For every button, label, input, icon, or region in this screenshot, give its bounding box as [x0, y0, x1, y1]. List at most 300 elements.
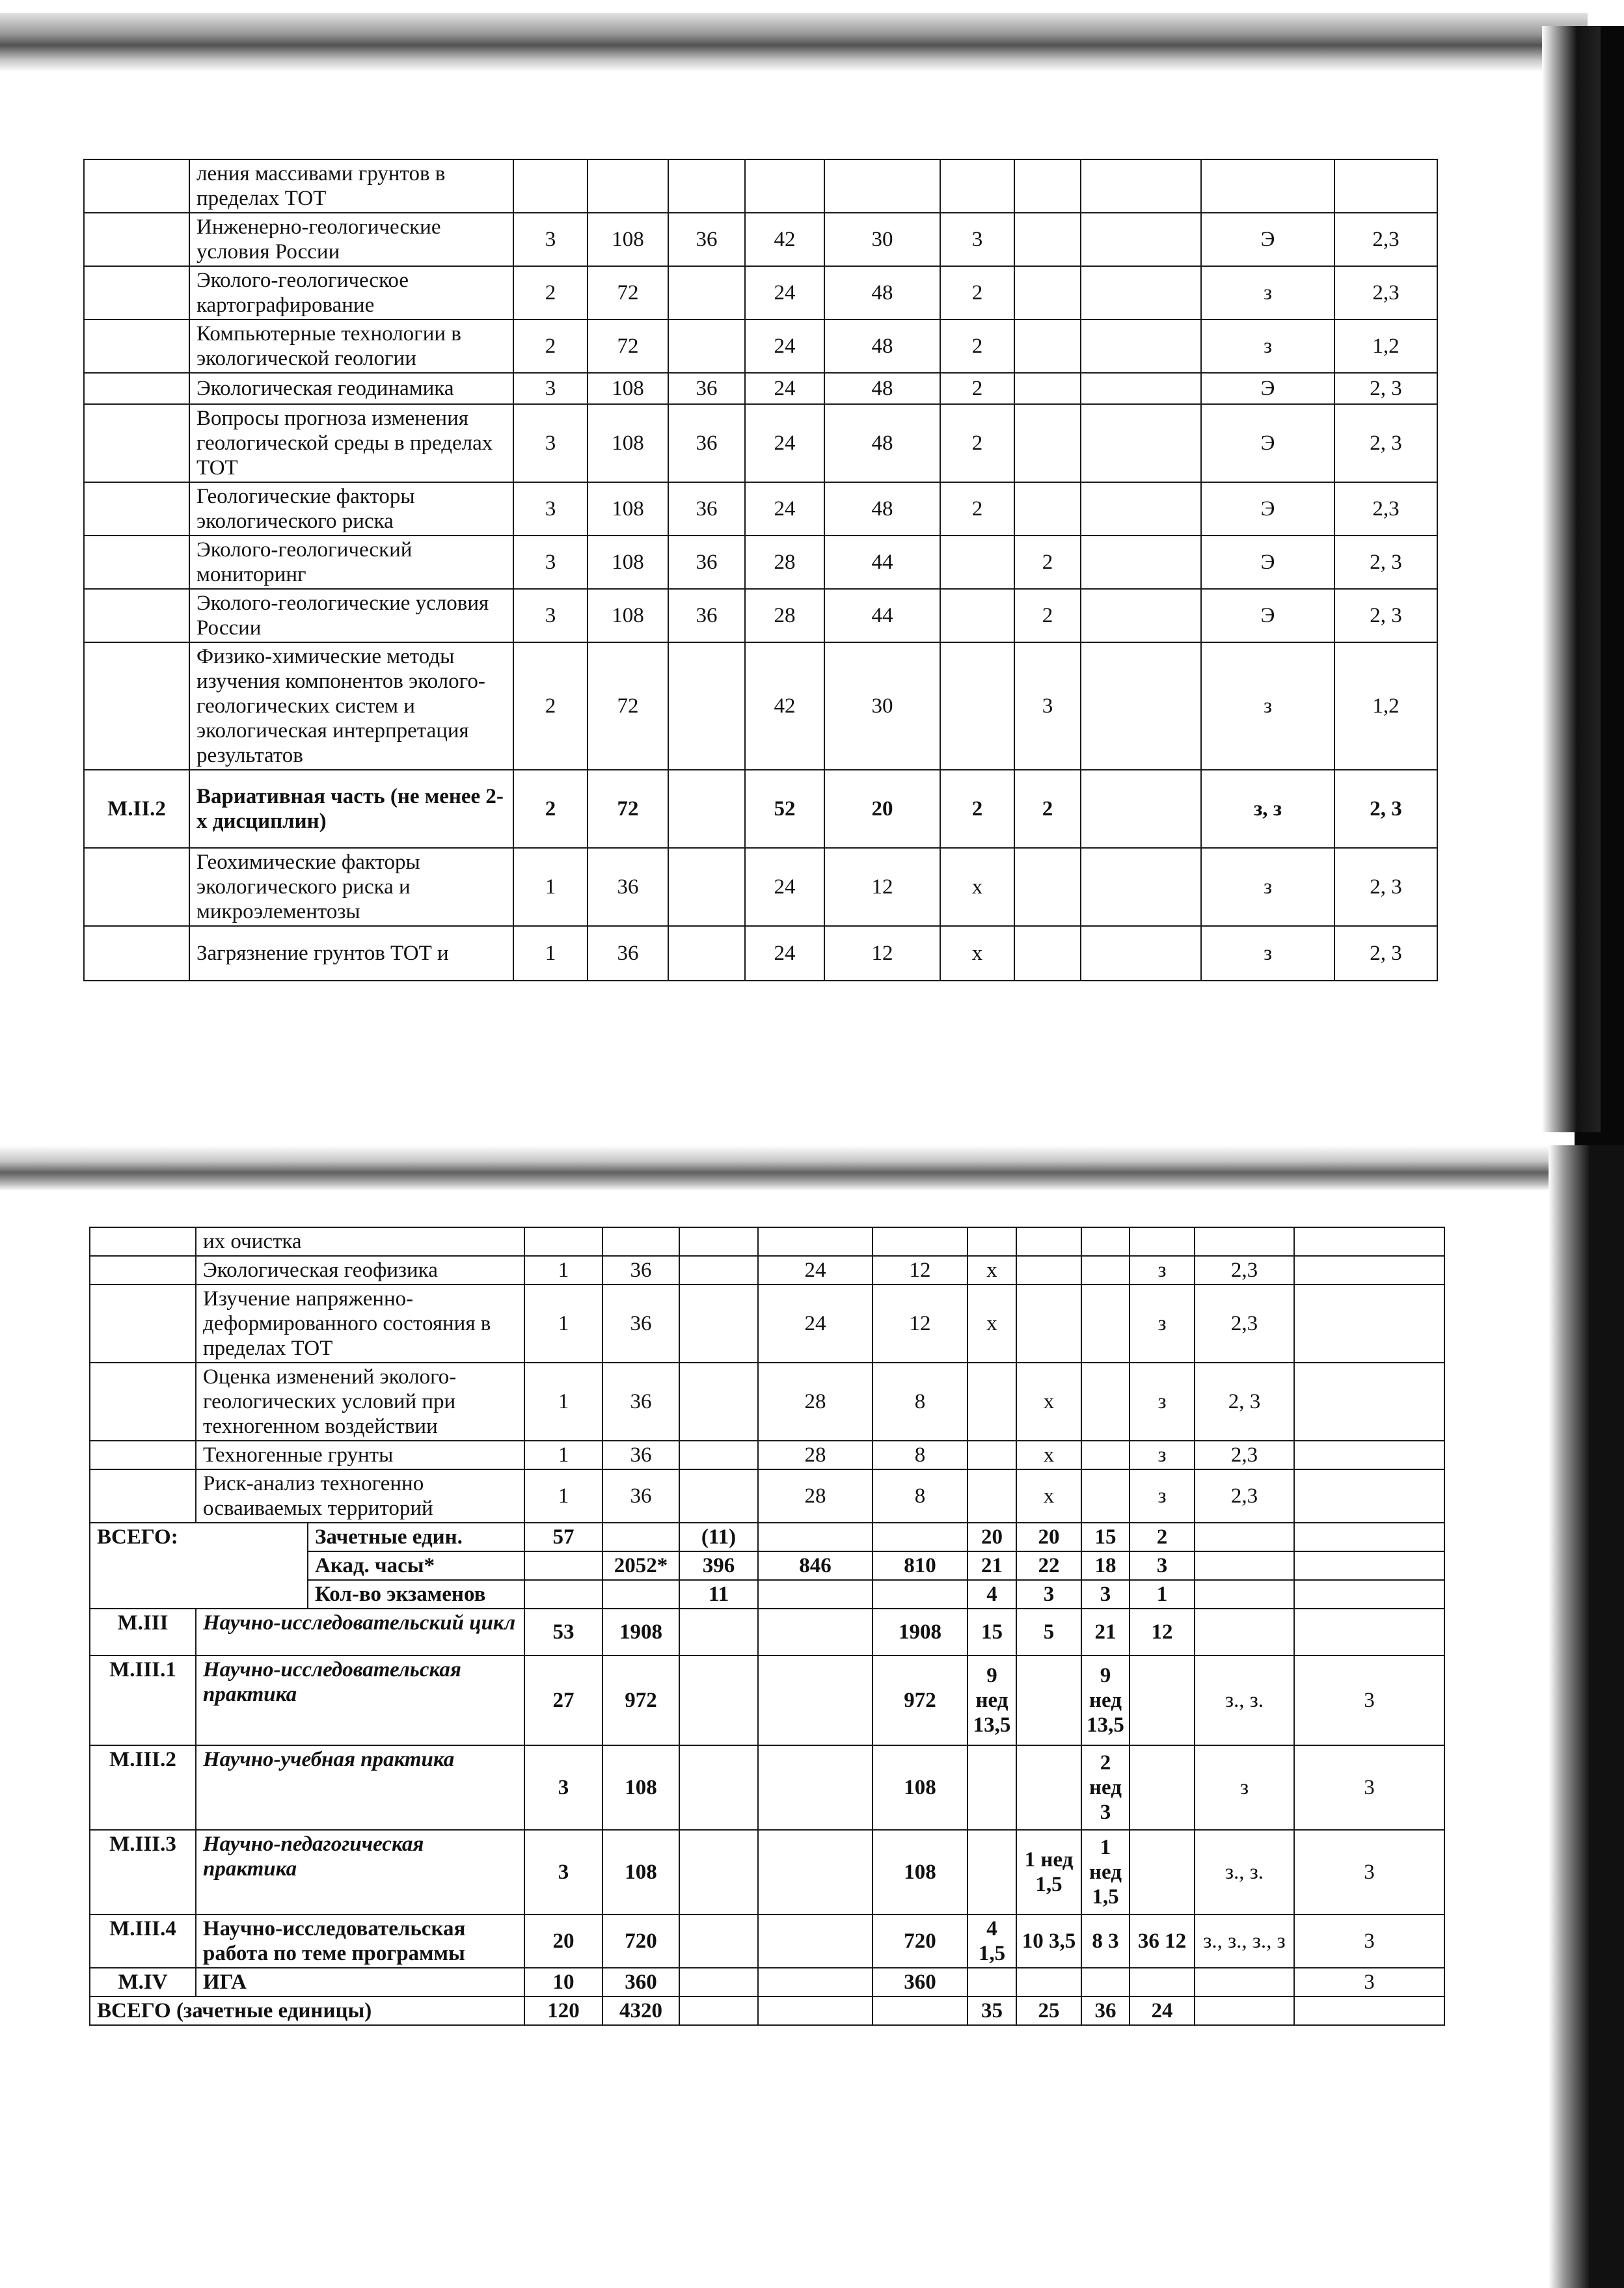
table-cell [968, 1830, 1016, 1914]
table-cell: 21 [968, 1551, 1016, 1580]
table-cell [602, 1523, 679, 1551]
table-cell: 28 [758, 1441, 873, 1469]
table-cell: 3 [1130, 1551, 1195, 1580]
table-cell: з [1130, 1285, 1195, 1363]
table-cell [1081, 404, 1201, 482]
table-cell [824, 159, 940, 213]
table-cell: 108 [588, 482, 668, 536]
table-cell: з., з. [1195, 1830, 1294, 1914]
table-cell [1014, 266, 1081, 320]
table-cell: 30 [824, 213, 940, 266]
table-row [84, 320, 1437, 373]
table-cell: 2 [940, 373, 1014, 404]
table-cell [873, 1523, 968, 1551]
table-cell [1016, 1655, 1081, 1745]
table-cell: 2 [940, 770, 1014, 848]
table-cell: з [1201, 642, 1334, 770]
table-cell: (11) [679, 1523, 758, 1551]
table-cell: 2, 3 [1334, 848, 1437, 926]
table-cell: 44 [824, 589, 940, 642]
table-cell [758, 1655, 873, 1745]
table-cell: 972 [873, 1655, 968, 1745]
table-cell: 5 [1016, 1609, 1081, 1655]
table-cell: 48 [824, 266, 940, 320]
section-name: Научно-учебная практика [196, 1745, 524, 1830]
table-cell: 2 [513, 266, 588, 320]
table-cell [668, 848, 745, 926]
section-row [90, 1968, 1444, 1996]
table-cell [1195, 1996, 1294, 2025]
table-cell: 36 [588, 926, 668, 981]
row-code [84, 848, 189, 926]
table-cell: 18 [1081, 1551, 1130, 1580]
table-cell: 36 [588, 848, 668, 926]
table-cell [968, 1968, 1016, 1996]
table-cell [1014, 926, 1081, 981]
discipline-name: Оценка изменений эколого-геологических условий при техногенном воздействии [196, 1363, 524, 1441]
table-cell: 48 [824, 482, 940, 536]
table-cell: 36 [602, 1441, 679, 1469]
table-row [84, 482, 1437, 536]
table-cell: 1 [524, 1469, 602, 1523]
table-cell [679, 1256, 758, 1285]
table-cell: 3 [524, 1745, 602, 1830]
table-cell: 24 [745, 926, 824, 981]
table-cell: з [1130, 1469, 1195, 1523]
section-row [90, 1609, 1444, 1655]
table-cell [1081, 1441, 1130, 1469]
table-cell: 24 [758, 1256, 873, 1285]
table-row [84, 770, 1437, 848]
table-cell: х [968, 1285, 1016, 1363]
table-cell: 1,2 [1334, 642, 1437, 770]
table-cell: 48 [824, 320, 940, 373]
table-cell [1294, 1469, 1444, 1523]
table-cell [1081, 770, 1201, 848]
table-cell [1014, 482, 1081, 536]
table-cell: 2052* [602, 1551, 679, 1580]
table-cell: 2, 3 [1334, 404, 1437, 482]
table-cell: з [1130, 1363, 1195, 1441]
table-cell: 2 [1014, 770, 1081, 848]
table-cell: 42 [745, 642, 824, 770]
table-cell: 1 [524, 1256, 602, 1285]
section-row [90, 1745, 1444, 1830]
table-cell [968, 1227, 1016, 1256]
table-cell [668, 926, 745, 981]
table-cell: 2, 3 [1334, 589, 1437, 642]
table-cell [668, 320, 745, 373]
table-cell: 108 [602, 1830, 679, 1914]
table-cell: 2, 3 [1334, 373, 1437, 404]
table-cell [668, 770, 745, 848]
table-cell: 3 [513, 536, 588, 589]
table-cell [679, 1968, 758, 1996]
table-cell [679, 1996, 758, 2025]
table-cell: 15 [968, 1609, 1016, 1655]
table-cell [758, 1609, 873, 1655]
table-cell: 36 [668, 404, 745, 482]
table-cell: 36 [602, 1285, 679, 1363]
table-cell: 108 [588, 373, 668, 404]
row-code [90, 1363, 196, 1441]
discipline-name: Компьютерные технологии в экологической геологии [189, 320, 513, 373]
table-row [84, 642, 1437, 770]
row-code [84, 482, 189, 536]
discipline-name: их очистка [196, 1227, 524, 1256]
table-cell [1294, 1256, 1444, 1285]
table-row [84, 373, 1437, 404]
table-row [90, 1363, 1444, 1441]
row-code [84, 266, 189, 320]
table-cell: 3 [1294, 1968, 1444, 1996]
table-cell: з [1201, 848, 1334, 926]
table-cell: 36 [668, 536, 745, 589]
table-row [84, 404, 1437, 482]
table-cell: 2, 3 [1195, 1363, 1294, 1441]
table-cell [1195, 1523, 1294, 1551]
table-cell [1195, 1580, 1294, 1609]
table-cell: 25 [1016, 1996, 1081, 2025]
table-cell [668, 642, 745, 770]
table-cell: 1 [524, 1285, 602, 1363]
table-cell: 108 [588, 213, 668, 266]
table-cell [679, 1914, 758, 1968]
table-cell: 36 [602, 1256, 679, 1285]
discipline-name: ления массивами грунтов в пределах ТОТ [189, 159, 513, 213]
table-cell: 20 [824, 770, 940, 848]
table-cell: 2 [940, 320, 1014, 373]
table-cell: з., з., з., з [1195, 1914, 1294, 1968]
table-cell [1081, 373, 1201, 404]
table-cell [758, 1914, 873, 1968]
table-cell: 972 [602, 1655, 679, 1745]
table-cell [679, 1441, 758, 1469]
table-cell: 1 [513, 848, 588, 926]
table-cell: 1 нед 1,5 [1081, 1830, 1130, 1914]
table-row [90, 1227, 1444, 1256]
table-cell: 72 [588, 642, 668, 770]
scan-shadow-top [0, 13, 1588, 72]
row-code [84, 213, 189, 266]
table-cell [679, 1830, 758, 1914]
table-cell: з [1130, 1441, 1195, 1469]
table-cell [1294, 1996, 1444, 2025]
table-cell [679, 1285, 758, 1363]
section-row [90, 1830, 1444, 1914]
table-cell: 2 [1130, 1523, 1195, 1551]
table-cell [1081, 159, 1201, 213]
section-code: М.III.1 [90, 1655, 196, 1745]
table-cell: 72 [588, 320, 668, 373]
grand-total-label: ВСЕГО (зачетные единицы) [90, 1996, 524, 2025]
row-code [84, 589, 189, 642]
row-code [90, 1441, 196, 1469]
table-cell [1014, 848, 1081, 926]
discipline-name: Геохимические факторы экологического риска и микроэлементозы [189, 848, 513, 926]
discipline-name: Инженерно-геологические условия России [189, 213, 513, 266]
table-cell: 1,2 [1334, 320, 1437, 373]
table-cell: 2, 3 [1334, 536, 1437, 589]
table-cell: 108 [873, 1745, 968, 1830]
table-cell [1130, 1968, 1195, 1996]
table-cell: 10 [524, 1968, 602, 1996]
table-cell: 15 [1081, 1523, 1130, 1551]
table-cell: Э [1201, 404, 1334, 482]
section-code: М.III.3 [90, 1830, 196, 1914]
table-cell [1294, 1285, 1444, 1363]
table-row [90, 1285, 1444, 1363]
table-cell: 4320 [602, 1996, 679, 2025]
table-cell [1014, 159, 1081, 213]
table-row [90, 1441, 1444, 1469]
discipline-name: Эколого-геологические условия России [189, 589, 513, 642]
table-cell: 108 [602, 1745, 679, 1830]
table-cell: 30 [824, 642, 940, 770]
table-cell: 3 [513, 482, 588, 536]
section-code: М.III.2 [90, 1745, 196, 1830]
table-cell [1016, 1745, 1081, 1830]
table-cell: 3 [513, 373, 588, 404]
table-cell: 27 [524, 1655, 602, 1745]
table-cell: 20 [524, 1914, 602, 1968]
table-cell: 1908 [873, 1609, 968, 1655]
table-cell: 36 [668, 482, 745, 536]
table-cell: 2,3 [1195, 1441, 1294, 1469]
row-code [84, 642, 189, 770]
table-cell: х [968, 1256, 1016, 1285]
table-cell [1201, 159, 1334, 213]
table-cell [1294, 1551, 1444, 1580]
table-cell [1294, 1523, 1444, 1551]
table-cell: 9 нед 13,5 [1081, 1655, 1130, 1745]
scan-shadow-right-lower [1549, 1145, 1624, 2288]
table-cell [758, 1580, 873, 1609]
table-cell: 2 [940, 404, 1014, 482]
table-row [84, 848, 1437, 926]
discipline-name: Вариативная часть (не менее 2-х дисциплин) [189, 770, 513, 848]
table-cell [1081, 1285, 1130, 1363]
table-cell: 3 [524, 1830, 602, 1914]
discipline-name: Изучение напряженно-деформированного состояния в пределах ТОТ [196, 1285, 524, 1363]
table-cell: 24 [745, 848, 824, 926]
table-cell [758, 1968, 873, 1996]
table-cell [524, 1227, 602, 1256]
table-cell: 36 [602, 1469, 679, 1523]
table-cell: 8 3 [1081, 1914, 1130, 1968]
curriculum-table-top [83, 159, 1438, 981]
table-cell [513, 159, 588, 213]
curriculum-table-bottom [89, 1227, 1445, 2026]
table-cell: х [1016, 1469, 1081, 1523]
table-cell: 24 [758, 1285, 873, 1363]
table-cell: 10 3,5 [1016, 1914, 1081, 1968]
table-cell [1294, 1227, 1444, 1256]
scan-shadow-right-edge [1542, 26, 1601, 1132]
table-cell: 72 [588, 770, 668, 848]
table-cell [1081, 266, 1201, 320]
table-row [84, 926, 1437, 981]
table-cell: 2 [940, 482, 1014, 536]
table-cell: 20 [1016, 1523, 1081, 1551]
table-cell: 2 [1014, 589, 1081, 642]
table-cell: 2,3 [1195, 1469, 1294, 1523]
table-cell [873, 1996, 968, 2025]
table-cell: 2 [513, 770, 588, 848]
table-cell: 3 [1014, 642, 1081, 770]
table-cell: 35 [968, 1996, 1016, 2025]
table-cell: 3 [513, 404, 588, 482]
row-code [84, 320, 189, 373]
table-cell: 8 [873, 1469, 968, 1523]
table-cell: 57 [524, 1523, 602, 1551]
table-cell [940, 536, 1014, 589]
table-cell: Э [1201, 213, 1334, 266]
section-code: М.III [90, 1609, 196, 1655]
table-cell [1081, 848, 1201, 926]
table-cell [968, 1469, 1016, 1523]
table-cell: 4 1,5 [968, 1914, 1016, 1968]
table-cell: 12 [824, 926, 940, 981]
table-cell [1130, 1745, 1195, 1830]
row-code [84, 404, 189, 482]
totals-sub-label: Кол-во экзаменов [308, 1580, 524, 1609]
table-cell [1130, 1830, 1195, 1914]
discipline-name: Вопросы прогноза изменения геологической среды в пределах ТОТ [189, 404, 513, 482]
table-cell [524, 1580, 602, 1609]
table-cell [1016, 1285, 1081, 1363]
table-cell: х [1016, 1441, 1081, 1469]
table-cell: 24 [745, 266, 824, 320]
table-cell [1081, 1256, 1130, 1285]
table-cell: 44 [824, 536, 940, 589]
section-name: Научно-педагогическая практика [196, 1830, 524, 1914]
table-cell [1016, 1256, 1081, 1285]
table-cell: 120 [524, 1996, 602, 2025]
table-cell [679, 1363, 758, 1441]
table-cell: 24 [1130, 1996, 1195, 2025]
totals-sub-label: Зачетные един. [308, 1523, 524, 1551]
table-cell [1081, 589, 1201, 642]
table-cell: 3 [940, 213, 1014, 266]
table-cell [1081, 482, 1201, 536]
table-row [84, 159, 1437, 213]
table-cell: 2 [513, 320, 588, 373]
table-cell: 24 [745, 373, 824, 404]
scan-shadow-middle [0, 1145, 1562, 1191]
discipline-name: Экологическая геодинамика [189, 373, 513, 404]
table-cell: 11 [679, 1580, 758, 1609]
table-cell [1195, 1551, 1294, 1580]
table-cell [679, 1609, 758, 1655]
table-cell: 8 [873, 1441, 968, 1469]
table-cell: 36 [668, 373, 745, 404]
table-cell: 2 [1014, 536, 1081, 589]
table-cell: з, з [1201, 770, 1334, 848]
row-code [90, 1227, 196, 1256]
table-cell: з., з. [1195, 1655, 1294, 1745]
table-cell: 48 [824, 373, 940, 404]
row-code [84, 536, 189, 589]
table-cell: 3 [1294, 1655, 1444, 1745]
table-cell: 21 [1081, 1609, 1130, 1655]
section-code: М.III.4 [90, 1914, 196, 1968]
table-cell: 28 [745, 589, 824, 642]
table-cell [1016, 1227, 1081, 1256]
totals-sub-label: Акад. часы* [308, 1551, 524, 1580]
table-cell [1195, 1227, 1294, 1256]
table-cell [1334, 159, 1437, 213]
table-cell [1195, 1609, 1294, 1655]
table-cell [968, 1363, 1016, 1441]
table-cell: 2,3 [1334, 266, 1437, 320]
table-cell: 108 [588, 589, 668, 642]
table-cell [602, 1227, 679, 1256]
table-cell [1081, 642, 1201, 770]
table-cell [1014, 404, 1081, 482]
table-cell [1081, 1968, 1130, 1996]
table-cell: 360 [873, 1968, 968, 1996]
table-cell [758, 1745, 873, 1830]
table-cell: 42 [745, 213, 824, 266]
table-cell: 53 [524, 1609, 602, 1655]
table-cell: Э [1201, 589, 1334, 642]
table-cell: 720 [873, 1914, 968, 1968]
table-cell: 3 [513, 589, 588, 642]
row-code: М.II.2 [84, 770, 189, 848]
table-cell: 360 [602, 1968, 679, 1996]
table-cell [968, 1745, 1016, 1830]
table-cell [1081, 213, 1201, 266]
section-row [90, 1914, 1444, 1968]
table-cell [668, 159, 745, 213]
table-cell [1081, 1227, 1130, 1256]
table-cell: 28 [758, 1363, 873, 1441]
table-cell [524, 1551, 602, 1580]
table-cell [1081, 536, 1201, 589]
table-cell: 1 [513, 926, 588, 981]
table-cell: 24 [745, 482, 824, 536]
section-name: ИГА [196, 1968, 524, 1996]
table-cell: 3 [1081, 1580, 1130, 1609]
table-cell [1016, 1968, 1081, 1996]
table-cell [679, 1469, 758, 1523]
section-name: Научно-исследовательская практика [196, 1655, 524, 1745]
table-cell: х [940, 926, 1014, 981]
grand-total-row [90, 1996, 1444, 2025]
table-cell: 28 [758, 1469, 873, 1523]
table-cell: 2 нед 3 [1081, 1745, 1130, 1830]
row-code [84, 373, 189, 404]
table-cell: 2, 3 [1334, 770, 1437, 848]
table-cell: з [1201, 320, 1334, 373]
table-cell: 108 [873, 1830, 968, 1914]
table-cell: 3 [513, 213, 588, 266]
table-cell: 396 [679, 1551, 758, 1580]
table-cell: 52 [745, 770, 824, 848]
table-cell: 3 [1294, 1745, 1444, 1830]
table-cell: з [1130, 1256, 1195, 1285]
table-row [90, 1256, 1444, 1285]
table-cell [1014, 320, 1081, 373]
table-cell [1294, 1609, 1444, 1655]
table-cell: 2,3 [1334, 482, 1437, 536]
table-cell [745, 159, 824, 213]
table-cell [602, 1580, 679, 1609]
table-cell: Э [1201, 373, 1334, 404]
table-cell [668, 266, 745, 320]
table-cell: 36 [1081, 1996, 1130, 2025]
